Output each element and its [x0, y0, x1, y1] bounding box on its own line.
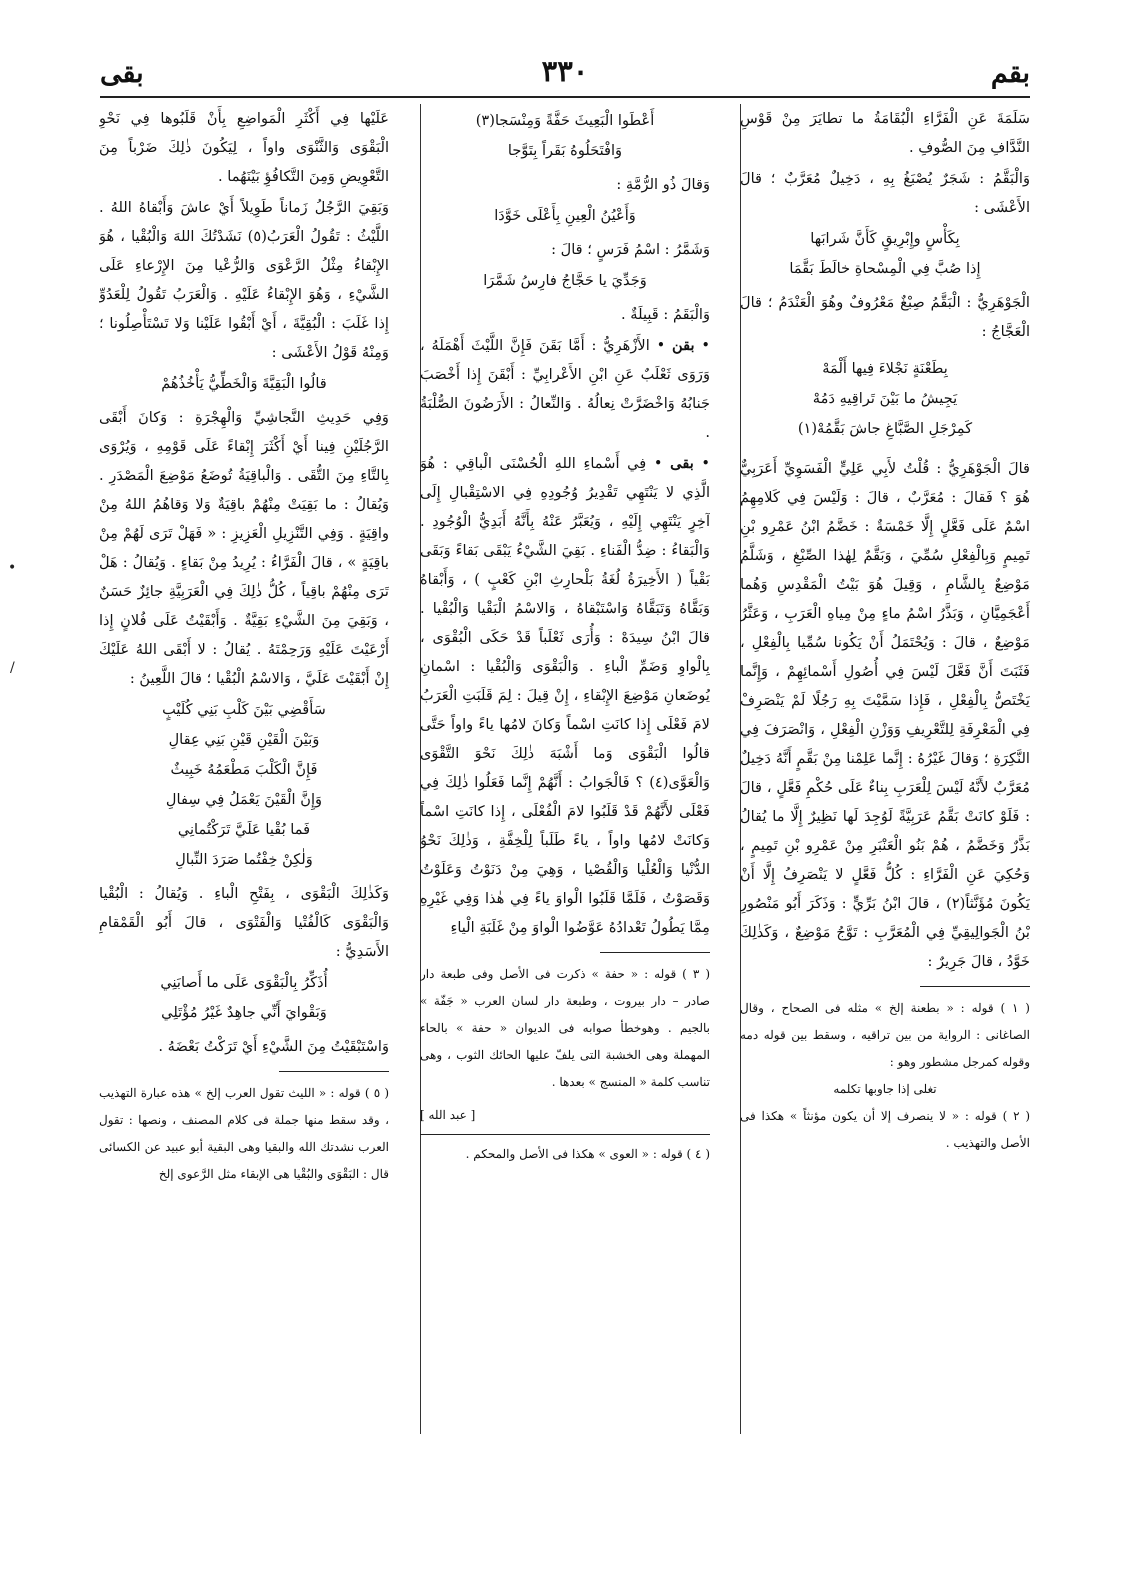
poem-verse: قالُوا الْبَقِيَّةَ وَالْخَطِّيُّ يَأْخُذُهُمْ: [161, 375, 327, 392]
poem-block: [740, 224, 1030, 284]
entry-marker: •: [701, 337, 710, 354]
poem-verse: وَجَدِّيَ يا حَجَّاجُ فارِسُ شَمَّرَا: [483, 272, 647, 289]
column-left: [99, 104, 389, 1534]
paragraph: وَاسْتَبْقَيْتُ مِنَ الشَّيْءِ أَيْ تَرَكْتُ بَعْضَهُ .: [158, 1038, 389, 1055]
poem-verse: بِطَعْنَةٍ نَجْلاءَ فِيها أَلْمَهْ: [822, 360, 948, 377]
poem-block: [420, 106, 710, 166]
footnote-rule: [600, 952, 710, 953]
footnote-rule: [920, 986, 1030, 987]
poem-verse: بِكَأْسٍ وإِبْرِيقٍ كَأَنَّ شَرابَها: [810, 230, 960, 247]
footnote: ( ٢ ) قوله : « لا ينصرف إلا أن يكون مؤنثاً » هكذا فى الأصل والتهذيب .: [740, 1109, 1030, 1150]
poem-verse: فَما بُقْيا عَلَيَّ تَرَكْتُمانِي: [177, 821, 311, 838]
paragraph: وَشَمَّرُ : اسْمُ فَرَسٍ ؛ قالَ :: [551, 241, 710, 258]
running-header: [100, 52, 1030, 96]
editor-signature: [ عبد الله ]: [420, 1108, 476, 1122]
footnote: ( ٣ ) قوله : « حفة » ذكرت فى الأصل وفى طبعة دار صادر – دار بيروت ، وطبعة دار لسان العرب « جَفّة » بالجيم . وهوخطأ صوابه فى الديوان « حفة » بالحاء المهملة وهى الخشبة التى يلفّ عليها الحائك الثوب ، وهى تناسب كلمة « المنسج » بعدها .: [420, 967, 710, 1089]
footnote-rule: [420, 1134, 710, 1135]
footnote-verse: تغلى إذا جاوبها تكلمه: [833, 1082, 937, 1096]
poem-block: [420, 201, 710, 231]
poem-verse: وَلٰكِنْ خِفْتُما صَرَدَ النِّبالِ: [175, 851, 313, 868]
poem-block: [99, 968, 389, 1028]
dictionary-entry: [420, 449, 710, 942]
paragraph: وَبَقِيَ الرَّجُلُ زَماناً طَوِيلاً أَيْ عاشَ وَأَبْقاهُ اللهُ . اللَّيْثُ : تَقُولُ الْعَرَبُ(٥) نَشَدْتُكَ اللهَ وَالْبُقْيا ، هُوَ الإِبْقاءُ مِثْلُ الرَّعْوَى وَالرُّعْيا مِنَ الإِرْعاءِ عَلَى الشَّيْءِ ، وَهُوَ الإِبْقاءُ عَلَيْهِ . وَالْعَرَبُ تَقُولُ لِلْعَدُوِّ إِذا غَلَبَ : الْبُقِيَّةَ ، أَيْ أَبْقُوا عَلَيْنا وَلا تَسْتَأْصِلُونا ؛ وَمِنْهُ قَوْلُ الأَعْشَى :: [99, 199, 389, 361]
poem-verse: وَبَيْنَ الْقَيْنِ قَيْنِ بَنِي عِقالِ: [168, 731, 320, 748]
paragraph: وَكَذٰلِكَ الْبَقْوَى ، بِفَتْحِ الْباءِ . وَيُقالُ : الْبُقْيا وَالْبَقْوَى كَالْفُتْيا وَالْفَتْوَى ، قالَ أَبُو الْقَمْقامِ الأَسَدِيُّ :: [99, 885, 389, 960]
paragraph: عَلَيْها فِي أَكْثَرِ الْمَواضِعِ بِأَنْ قَلَبُوها فِي نَحْوِ الْبَقْوَى وَالثَّنْوَى واواً ، لِيَكُونَ ذٰلِكَ ضَرْباً مِنَ التَّعْوِيضِ وَمِنَ التَّكافُؤِ بَيْنَهُما .: [99, 110, 389, 185]
poem-verse: وَأَعْيُنُ الْعِينِ بِأَعْلَى خَوَّدَا: [494, 207, 636, 224]
paragraph: وَالْبَقَّمُ : شَجَرٌ يُصْبَغُ بِهِ ، دَخِيلٌ مُعَرَّبٌ ؛ قالَ الأَعْشَى :: [740, 170, 1030, 216]
entry-marker: •: [701, 455, 710, 472]
poem-verse: يَجِيشُ ما بَيْنَ تَراقِيهِ دَمُهْ: [812, 390, 958, 407]
scan-mark: •: [8, 560, 17, 576]
poem-verse: فَإِنَّ الْكَلْبَ مَطْعَمُهُ خَبِيثٌ: [170, 761, 318, 778]
entry-headword: بقى: [670, 455, 694, 472]
page-number: ٣٣٠: [541, 54, 589, 88]
header-rule: [100, 96, 1030, 98]
paragraph: وَالْبَقَمُ : قَبِيلَةٌ .: [621, 306, 710, 323]
poem-verse: وَإِنَّ الْقَيْنَ يَعْمَلُ فِي سِفالِ: [165, 791, 323, 808]
poem-verse: كَمِرْجَلِ الصَّبَّاغِ جاشَ بَقَّمُهْ(١): [797, 420, 973, 437]
dictionary-entry: [420, 331, 710, 447]
footnote-rule: [279, 1071, 389, 1072]
poem-block: [99, 695, 389, 875]
poem-verse: وَبَقْوايَ أَنِّي جاهِدٌ غَيْرُ مُؤْتَلِي: [161, 1004, 327, 1021]
footnote: ( ١ ) قوله : « بطعنة إلخ » مثله فى الصحاح ، وقال الصاغانى : الرواية من بين تراقيه ، وسقط بين قوله دمه وقوله كمرجل مشطور وهو :: [740, 1001, 1030, 1069]
entry-text: الأَزْهَرِيُّ : أَمَّا بَقَنَ فَإِنَّ اللَّيْثَ أَهْمَلَهُ ، وَرَوَى ثَعْلَبٌ عَنِ ابْنِ الأَعْرابِيِّ : أَبْقَنَ إِذا أَخْصَبَ جَنابُهُ وَاخْضَرَّتْ نِعالُهُ . وَالنِّعالُ : الأَرَضُونَ الصُّلْبَةُ .: [420, 337, 710, 441]
paragraph: الْجَوْهَرِيُّ : الْبَقَّمُ صِبْغٌ مَعْرُوفٌ وهُوَ الْعَنْدَمُ ؛ قالَ الْعَجَّاجُ :: [740, 294, 1030, 340]
paragraph: سَلَمَةَ عَنِ الْفَرَّاءِ الْبُقَامَةُ ما تطايَرَ مِنْ قَوْسِ النَّدَّافِ مِنَ الصُّوفِ .: [740, 110, 1030, 156]
poem-block: [740, 354, 1030, 444]
paragraph: قالَ الْجَوْهَرِيُّ : قُلْتُ لأَبِي عَلِيٍّ الْفَسَوِيِّ أَعَرَبِيٌّ هُوَ ؟ فَقالَ : مُعَرَّبٌ ، قالَ : وَلَيْسَ فِي كَلامِهِمُ اسْمٌ عَلَى فَعَّلٍ إِلَّا خَمْسَةٌ : خَضَّمُ ابْنُ عَمْرِو بْنِ تَمِيمٍ وَبِالْفِعْلِ سُمِّيَ ، وَبَقَّمٌ لِهٰذا الصِّبْغِ ، وَشَلَّمُ مَوْضِعٌ بِالشَّامِ ، وَقِيلَ هُوَ بَيْتُ الْمَقْدِسِ وَهُما أَعْجَمِيَّانِ ، وَبَذَّرُ اسْمُ ماءٍ مِنْ مِياهِ الْعَرَبِ ، وَعَثَّرُ مَوْضِعٌ ، قالَ : وَيُحْتَمَلُ أَنْ يَكُونا سُمِّيا بِالْفِعْلِ ، فَثَبَتَ أَنَّ فَعَّلَ لَيْسَ فِي أُصُولِ أَسْمائِهِمْ ، وَإِنَّما يَخْتَصُّ بِالْفِعْلِ ، فَإِذا سَمَّيْتَ بِهِ رَجُلًا لَمْ يَنْصَرِفْ فِي الْمَعْرِفَةِ لِلتَّعْرِيفِ وَوَزْنِ الْفِعْلِ ، وَانْصَرَفَ فِي النَّكِرَةِ ؛ وَقالَ غَيْرُهُ : إِنَّما عَلِمْنا مِنْ بَقَّمٍ أَنَّهُ دَخِيلٌ مُعَرَّبٌ لأَنَّهُ لَيْسَ لِلْعَرَبِ بِناءٌ عَلَى حُكْمِ فَعَّلٍ ، قالَ : فَلَوْ كانَتْ بَقَّمُ عَرَبِيَّةً لَوُجِدَ لَها نَظِيرٌ إِلَّا ما يُقالُ بَذَّرٌ وَخَضَّمُ ، هُمْ بَنُو الْعَنْبَرِ مِنْ عَمْرِو بْنِ تَمِيمٍ ، وَحُكِيَ عَنِ الْفَرَّاءِ : كُلُّ فَعَّلٍ لا يَنْصَرِفُ إِلَّا أَنْ يَكُونَ مُؤَنَّثاً(٢) ، قالَ ابْنُ بَرِّيٍّ : وَذَكَرَ أَبُو مَنْصُورِ بْنُ الْجَوالِيقِيِّ فِي الْمُعَرَّبِ : تَوَّجُ مَوْضِعٌ ، وَكَذٰلِكَ خَوَّدُ ، قالَ جَرِيرٌ :: [740, 460, 1030, 970]
column-middle: [420, 104, 710, 1534]
footnote: ( ٤ ) قوله : « العوى » هكذا فى الأصل والمحكم .: [465, 1147, 710, 1161]
poem-verse: سَأَقْضِي بَيْنَ كَلْبِ بَنِي كُلَيْبٍ: [162, 701, 326, 718]
poem-block: [420, 266, 710, 296]
poem-verse: أُذَكِّرُ بِالْبَقْوَى عَلَى ما أَصابَنِي: [160, 974, 328, 991]
scan-mark: /: [10, 660, 15, 676]
entry-marker: •: [653, 455, 663, 472]
entry-text: فِي أَسْماءِ اللهِ الْحُسْنَى الْباقِي : هُوَ الَّذِي لا يَنْتَهِي تَقْدِيرُ وُجُودِهِ فِي الاسْتِقْبالِ إِلَى آخِرٍ يَنْتَهِي إِلَيْهِ ، وَيُعَبَّرُ عَنْهُ بِأَنَّهُ أَبَدِيُّ الْوُجُودِ . وَالْبَقاءُ : ضِدُّ الْفَناءِ . بَقِيَ الشَّيْءُ يَبْقَى بَقاءً وَبَقَى بَقْياً ( الأَخِيرَةُ لُغَةُ بَلْحارِثِ ابْنِ كَعْبٍ ) ، وَأَبْقاهُ وَبَقَّاهُ وَتَبَقَّاهُ وَاسْتَبْقاهُ ، وَالاسْمُ الْبَقْيا وَالْبُقْيا . قالَ ابْنُ سِيدَهْ : وَأُرَى ثَعْلَباً قَدْ حَكَى الْبُقْوَى ، بِالْواوِ وَضَمِّ الْباءِ . وَالْبَقْوَى وَالْبُقْيا : اسْمانِ يُوضَعانِ مَوْضِعَ الإِبْقاءِ ، إِنْ قِيلَ : لِمَ قَلَبَتِ الْعَرَبُ لامَ فَعْلَى إِذا كانَتِ اسْماً وَكانَ لامُها ياءً واواً حَتَّى قالُوا الْبَقْوَى وَما أَشْبَهَ ذٰلِكَ نَحْوَ التَّقْوَى وَالْعَوَّى(٤) ؟ فَالْجَوابُ : أَنَّهُمْ إِنَّما فَعَلُوا ذٰلِكَ فِي فَعْلَى لأَنَّهُمْ قَدْ قَلَبُوا لامَ الْفُعْلَى ، إِذا كانَتِ اسْماً وَكانَتْ لامُها واواً ، ياءً طَلَباً لِلْخِفَّةِ ، وَذٰلِكَ نَحْوُ الدُّنْيا وَالْعُلْيا وَالْقُصْيا ، وَهِيَ مِنْ دَنَوْتُ وَعَلَوْتُ وَقَصَوْتُ ، فَلَمَّا قَلَبُوا الْواوَ ياءً فِي هٰذا وَفِي غَيْرِهِ مِمَّا يَطُولُ تَعْدادُهُ عَوَّضُوا الْواوَ مِنْ غَلَبَةِ الْياءِ: [420, 455, 710, 936]
entry-marker: •: [656, 337, 666, 354]
paragraph: وَقالَ ذُو الرُّمَّةِ :: [616, 176, 710, 193]
column-right: [740, 104, 1030, 1534]
poem-verse: إِذا صُبَّ فِي الْمِسْحاةِ خالَطَ بَقَّمَا: [789, 260, 981, 277]
header-root-word-left: بقى: [100, 58, 144, 89]
entry-headword: بقن: [672, 337, 695, 354]
poem-verse: وَافْتَحَلُوهُ بَقَراً بِتَوَّجا: [507, 142, 623, 159]
header-root-word-right: بقم: [990, 58, 1030, 89]
paragraph: وَفِي حَدِيثِ النَّجاشِيِّ وَالْهِجْرَةِ : وَكانَ أَبْقَى الرَّجُلَيْنِ فِينا أَيْ أَكْثَرَ إِبْقاءً عَلَى قَوْمِهِ ، وَيُرْوَى بِالتَّاءِ مِنَ التُّقَى . وَالْباقِيَةُ تُوضَعُ مَوْضِعَ الْمَصْدَرِ . وَيُقالُ : ما بَقِيَتْ مِنْهُمْ باقِيَةٌ وَلا وَقاهُمُ اللهُ مِنْ واقِيَةٍ . وَفِي التَّنْزِيلِ الْعَزِيزِ : « فَهَلْ تَرَى لَهُمْ مِنْ باقِيَةٍ » ، قالَ الْفَرَّاءُ : يُرِيدُ مِنْ بَقاءٍ . وَيُقالُ : هَلْ تَرَى مِنْهُمْ باقِياً ، كُلُّ ذٰلِكَ فِي الْعَرَبِيَّةِ جائِزٌ حَسَنٌ ، وَبَقِيَ مِنَ الشَّيْءِ بَقِيَّةٌ . وَأَبْقَيْتُ عَلَى فُلانٍ إِذا أَرْعَيْتَ عَلَيْهِ وَرَحِمْتَهُ . يُقالُ : لا أَبْقَى اللهُ عَلَيْكَ إِنْ أَبْقَيْتَ عَلَيَّ ، وَالاسْمُ الْبُقْيا ؛ قالَ اللَّعِينُ :: [99, 409, 389, 687]
footnote: ( ٥ ) قوله : « الليث تقول العرب إلخ » هذه عبارة التهذيب ، وقد سقط منها جملة فى كلام المصنف ، ونصها : تقول العرب نشدتك الله والبقيا وهى البقية أبو عبيد عن الكسائى قال : البَقْوَى والبُقْيا هى الإبقاء مثل الرَّعوى إلخ: [99, 1086, 389, 1181]
poem-block: [99, 369, 389, 399]
poem-verse: أَعْطَوا الْبَعِيثَ حَفَّةً وَمِنْسَجا(٣): [475, 112, 655, 129]
